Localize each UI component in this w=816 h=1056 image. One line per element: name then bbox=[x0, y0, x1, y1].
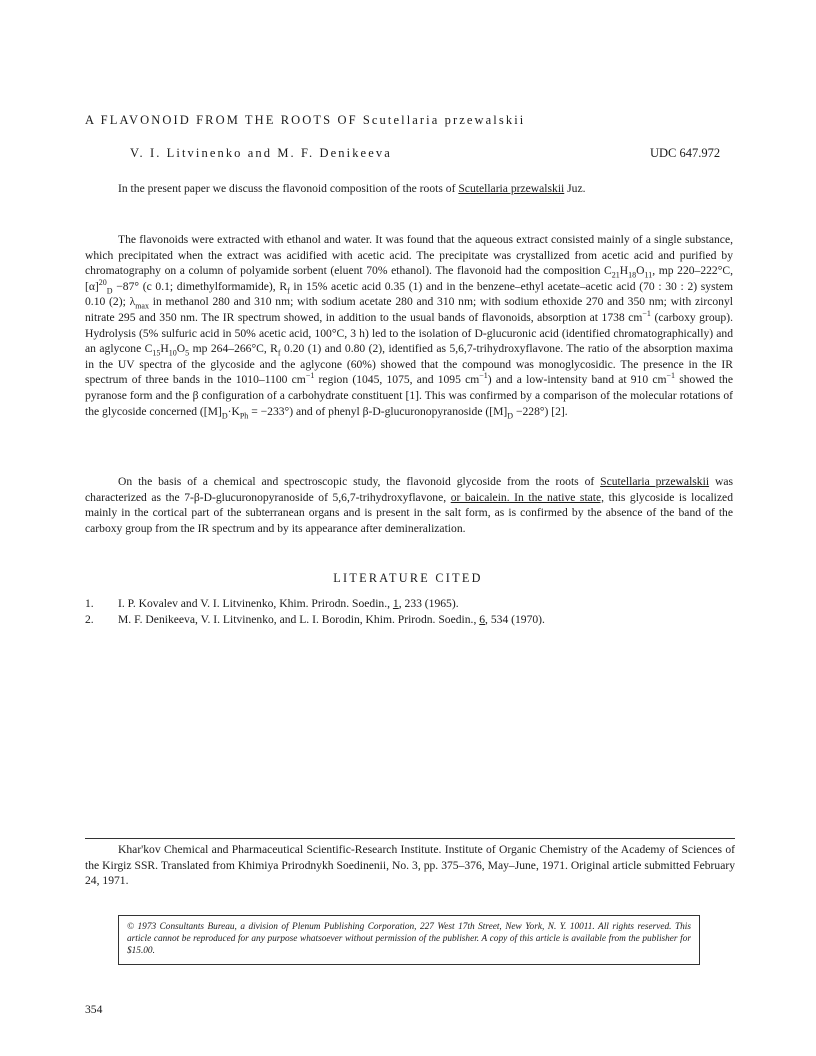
subscript: 21 bbox=[611, 270, 620, 280]
article-title: A FLAVONOID FROM THE ROOTS OF Scutellaria przewalskii bbox=[85, 113, 526, 127]
footnote-divider bbox=[85, 838, 735, 839]
conclusion-text: On the basis of a chemical and spectroscopic study, the flavonoid glycoside from the roots of bbox=[118, 475, 601, 488]
underlined-text: or baicalein. In the native state, bbox=[450, 490, 605, 504]
methods-text: ) and a low-intensity band at 910 cm bbox=[487, 373, 667, 387]
element-symbol: O bbox=[176, 342, 186, 356]
reference-text bbox=[118, 612, 545, 628]
methods-text: ·K bbox=[227, 404, 240, 418]
reference-item bbox=[85, 612, 745, 628]
element-symbol: H bbox=[160, 342, 169, 356]
reference-citation: I. P. Kovalev and V. I. Litvinenko, Khim. Prirodn. Soedin., bbox=[118, 597, 393, 610]
methods-text: The flavonoids were extracted with ethanol and water. It was found that the aqueous extract consisted mainly of a single substance, which precipitated when the extract was acidified with acetic acid. The precipitate was crystallized from acetic acid and purified by chromatography on a column of polyamide sorbent (eluent 70% ethanol). The flavonoid had the composition C bbox=[85, 233, 733, 278]
methods-text: showed the pyranose form and the β configuration of a carbohydrate constituent [1]. This was confirmed by a comparison of the molecular rotations of the glycoside concerned ([M] bbox=[85, 373, 734, 418]
affiliation-note: Khar'kov Chemical and Pharmaceutical Scientific-Research Institute. Institute of Organic Chemistry of the Academy of Sciences of the Kirgiz SSR. Translated from Khimiya Prirodnykh Soedinenii, No. 3, pp. 375–376, May–June, 1971. Original article submitted February 24, 1971. bbox=[85, 843, 735, 888]
reference-volume: 6 bbox=[479, 613, 486, 626]
reference-pages: , 534 (1970). bbox=[485, 613, 545, 626]
reference-number: 1. bbox=[85, 597, 94, 610]
subscript: Ph bbox=[239, 410, 249, 420]
methods-text: −87° (c 0.1; dimethylformamide), R bbox=[112, 279, 288, 293]
methods-text: (carboxy group). Hydrolysis (5% sulfuric acid in 50% acetic acid, 100°C, 3 h) led to the isolation of D-glucuronic acid (identified chromatographically) and an aglycone C bbox=[85, 310, 733, 356]
subscript: D bbox=[221, 410, 228, 420]
methods-text: 0.20 (1) and 0.80 (2), identified as 5,6,7-trihydroxyflavone. The ratio of the absorption maxima in the UV spectra of the glycoside and the aglycone (60%) showed that the compound was monoglycosidic. The presence in the IR spectrum of three bands in the 1010–1100 cm bbox=[85, 342, 733, 387]
methods-text: , mp 220–222°C, [α] bbox=[85, 264, 733, 293]
superscript: −1 bbox=[479, 371, 488, 381]
methods-text: −228°) [2]. bbox=[513, 404, 568, 418]
superscript: −1 bbox=[305, 371, 315, 381]
conclusion-text: this glycoside is localized mainly in the cortical part of the subterranean organs and is present in the salt form, as is confirmed by the absence of the band of the carboxy group from the IR spectrum and by its appearance after demineralization. bbox=[85, 490, 733, 535]
literature-heading: LITERATURE CITED bbox=[333, 571, 483, 585]
subscript: D bbox=[507, 410, 514, 420]
paragraph-methods bbox=[85, 232, 733, 419]
superscript: −1 bbox=[642, 309, 651, 319]
subscript: 15 bbox=[152, 348, 161, 358]
methods-text: in methanol 280 and 310 nm; with sodium acetate 280 and 310 nm; with sodium ethoxide 270 and 350 nm; with zirconyl nitrate 295 and 350 nm. The IR spectrum showed, in addition to the usual bands of flavonoids, absorption at 1738 cm bbox=[85, 295, 733, 324]
reference-number: 2. bbox=[85, 613, 94, 626]
intro-text-end: Juz. bbox=[564, 182, 586, 195]
conclusion-text: was characterized as the 7-β-D-glucuronopyranoside of 5,6,7-trihydroxyflavone, bbox=[85, 475, 733, 504]
reference-item bbox=[85, 596, 745, 612]
subscript: D bbox=[106, 286, 113, 296]
reference-list bbox=[85, 596, 745, 628]
subscript: max bbox=[135, 301, 149, 311]
reference-pages: , 233 (1965). bbox=[398, 597, 459, 610]
methods-text: in 15% acetic acid 0.35 (1) and in the benzene–ethyl acetate–acetic acid (70 : 30 : 2) system 0.10 (2); λ bbox=[85, 279, 733, 309]
subscript: 11 bbox=[644, 270, 653, 280]
methods-text: region (1045, 1075, and 1095 cm bbox=[314, 373, 480, 387]
subscript: 5 bbox=[185, 348, 190, 358]
reference-volume: 1 bbox=[392, 597, 399, 610]
subscript: f bbox=[277, 348, 281, 358]
paragraph-intro bbox=[85, 181, 733, 197]
udc-code: UDC 647.972 bbox=[650, 146, 721, 160]
copyright-notice: © 1973 Consultants Bureau, a division of Plenum Publishing Corporation, 227 West 17th Street, New York, N. Y. 10011. All rights reserved. This article cannot be reproduced for any purpose whatsoever without permission of the publisher. A copy of this article is available from the publisher for $15.00. bbox=[118, 915, 700, 965]
species-name: Scutellaria przewalskii bbox=[458, 182, 565, 195]
authors: V. I. Litvinenko and M. F. Denikeeva bbox=[130, 146, 392, 160]
superscript: 20 bbox=[98, 277, 107, 287]
superscript: −1 bbox=[666, 371, 676, 381]
reference-citation: M. F. Denikeeva, V. I. Litvinenko, and L. I. Borodin, Khim. Prirodn. Soedin., bbox=[118, 613, 480, 626]
species-name: Scutellaria przewalskii bbox=[600, 475, 710, 488]
paragraph-conclusion bbox=[85, 474, 733, 536]
reference-text bbox=[118, 596, 459, 612]
methods-text: mp 264–266°C, R bbox=[189, 342, 278, 356]
subscript: f bbox=[287, 286, 290, 296]
subscript: 10 bbox=[168, 348, 177, 358]
subscript: 18 bbox=[628, 270, 637, 280]
methods-text: = −233°) and of phenyl β-D-glucuronopyranoside ([M] bbox=[248, 404, 508, 418]
intro-text: In the present paper we discuss the flavonoid composition of the roots of bbox=[118, 182, 459, 195]
page-number: 354 bbox=[85, 1003, 103, 1016]
element-symbol: O bbox=[636, 264, 645, 278]
element-symbol: H bbox=[619, 264, 629, 278]
